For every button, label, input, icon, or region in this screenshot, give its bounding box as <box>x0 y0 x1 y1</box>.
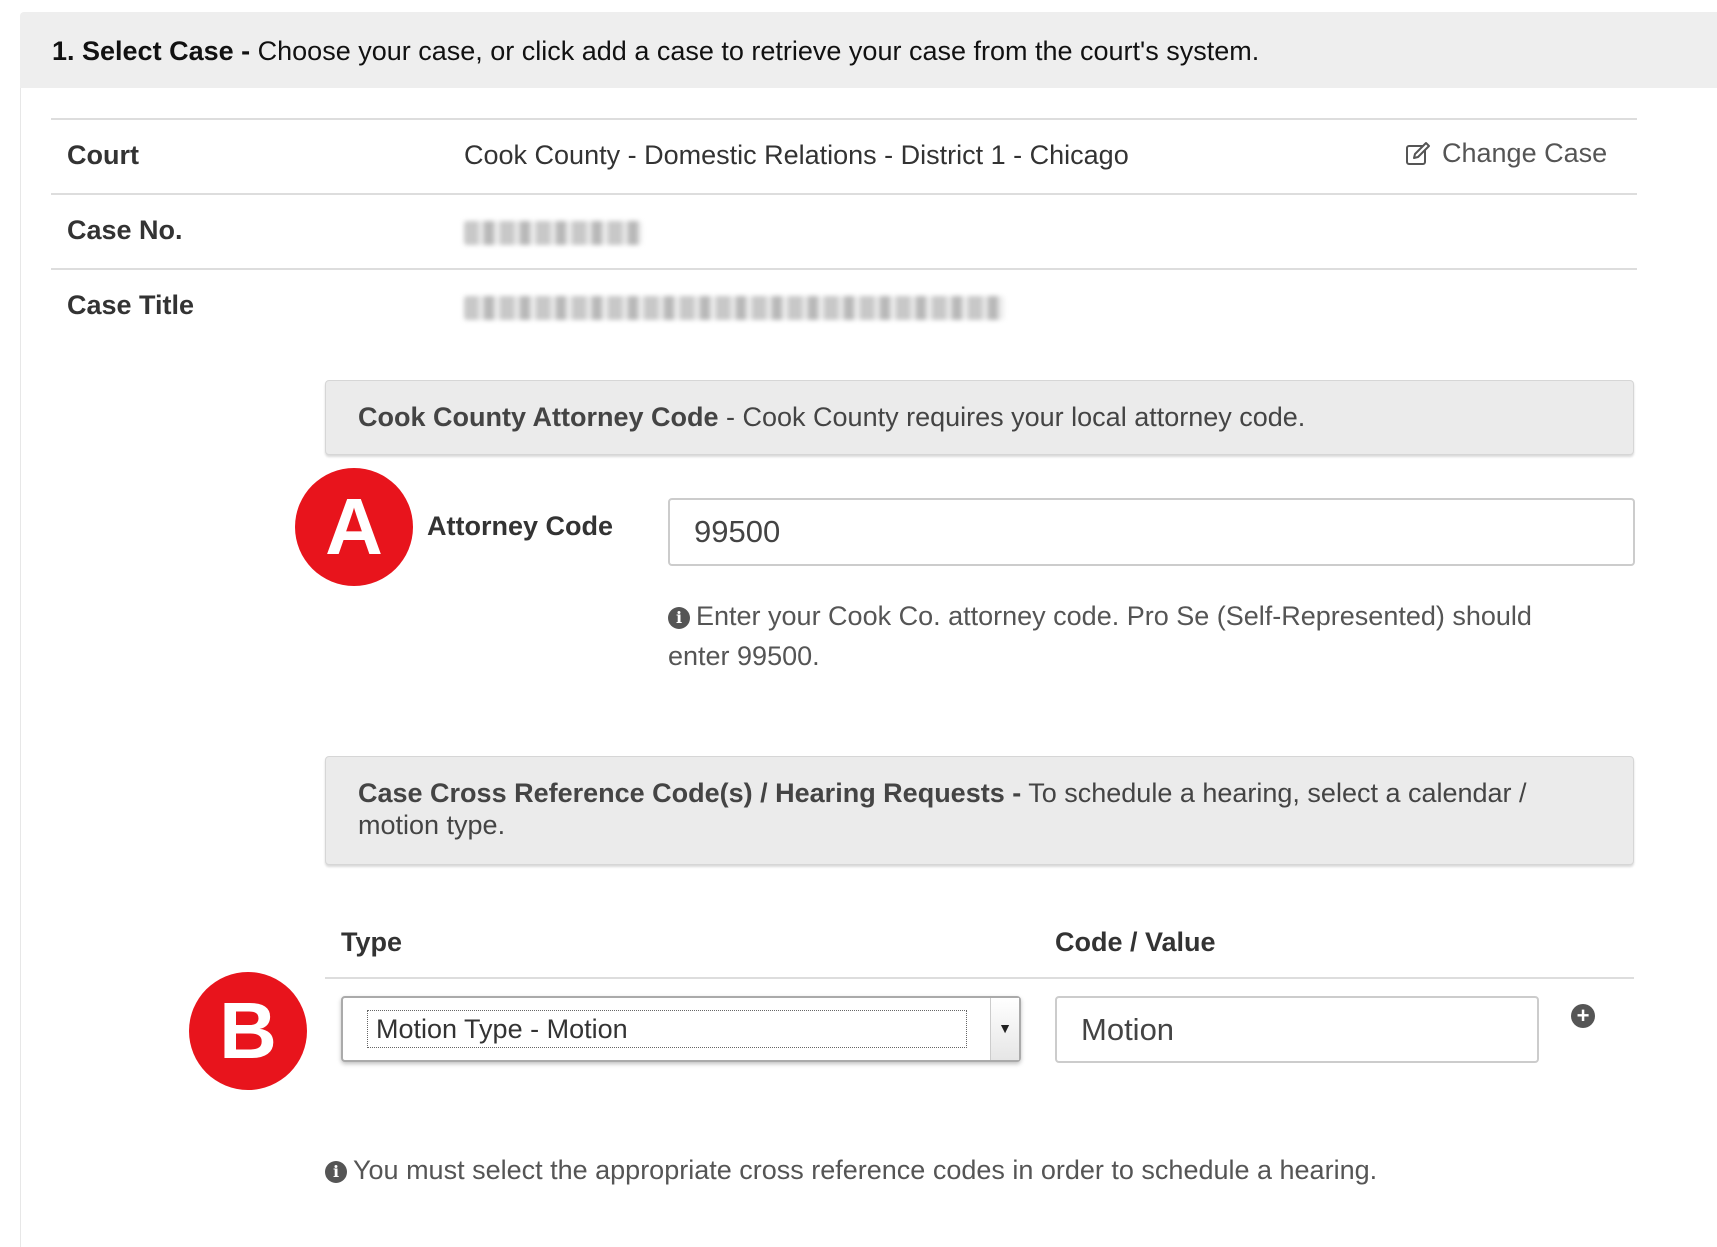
change-case-link[interactable] <box>1404 138 1607 169</box>
attorney-code-panel <box>325 380 1634 455</box>
cross-reference-help-text: You must select the appropriate cross reference codes in order to schedule a hearing. <box>353 1155 1378 1185</box>
attorney-panel-text <box>358 401 1305 433</box>
attorney-panel-heading: Cook County Attorney Code <box>358 402 719 432</box>
change-case-label: Change Case <box>1442 138 1608 168</box>
left-border <box>20 88 21 1247</box>
type-column-header: Type <box>341 927 403 957</box>
info-icon: i <box>668 607 690 629</box>
attorney-help <box>668 596 1598 676</box>
chevron-down-icon[interactable]: ▼ <box>990 998 1019 1060</box>
code-column-header: Code / Value <box>1055 927 1216 957</box>
cross-reference-panel <box>325 756 1634 865</box>
edit-icon <box>1404 140 1432 168</box>
badge-b: B <box>189 972 307 1090</box>
case-no-label: Case No. <box>67 215 183 245</box>
attorney-help-text: Enter your Cook Co. attorney code. Pro Se (Self-Represented) should enter 99500. <box>668 601 1532 671</box>
step-title: 1. Select Case - <box>52 36 251 66</box>
type-select[interactable] <box>341 996 1021 1062</box>
plus-circle-icon[interactable]: + <box>1571 1004 1595 1028</box>
cross-reference-panel-text <box>358 777 1608 841</box>
step-description: Choose your case, or click add a case to retrieve your case from the court's system. <box>257 36 1260 66</box>
code-value-input[interactable] <box>1055 996 1539 1063</box>
attorney-code-label: Attorney Code <box>427 511 614 541</box>
cross-reference-heading: Case Cross Reference Code(s) / Hearing Requests - <box>358 778 1022 808</box>
column-header-rule <box>325 977 1634 979</box>
case-title-label: Case Title <box>67 290 195 320</box>
badge-a: A <box>295 468 413 586</box>
case-no-redacted <box>464 221 642 245</box>
type-select-value: Motion Type - Motion <box>367 1010 967 1048</box>
step-header-text <box>52 36 1259 67</box>
step-header <box>20 12 1717 88</box>
court-value: Cook County - Domestic Relations - District 1 - Chicago <box>464 140 1129 170</box>
case-title-redacted <box>464 296 1004 320</box>
court-row <box>51 118 1637 193</box>
cross-reference-description: To schedule a hearing, select a calendar / motion type. <box>358 778 1527 840</box>
case-no-row <box>51 193 1637 268</box>
info-icon: i <box>325 1161 347 1183</box>
attorney-panel-description: - Cook County requires your local attorney code. <box>726 402 1306 432</box>
court-label: Court <box>67 140 139 170</box>
cross-reference-help <box>325 1150 1625 1190</box>
case-info-table <box>51 118 1637 343</box>
case-title-row <box>51 268 1637 343</box>
attorney-code-input[interactable] <box>668 498 1635 566</box>
